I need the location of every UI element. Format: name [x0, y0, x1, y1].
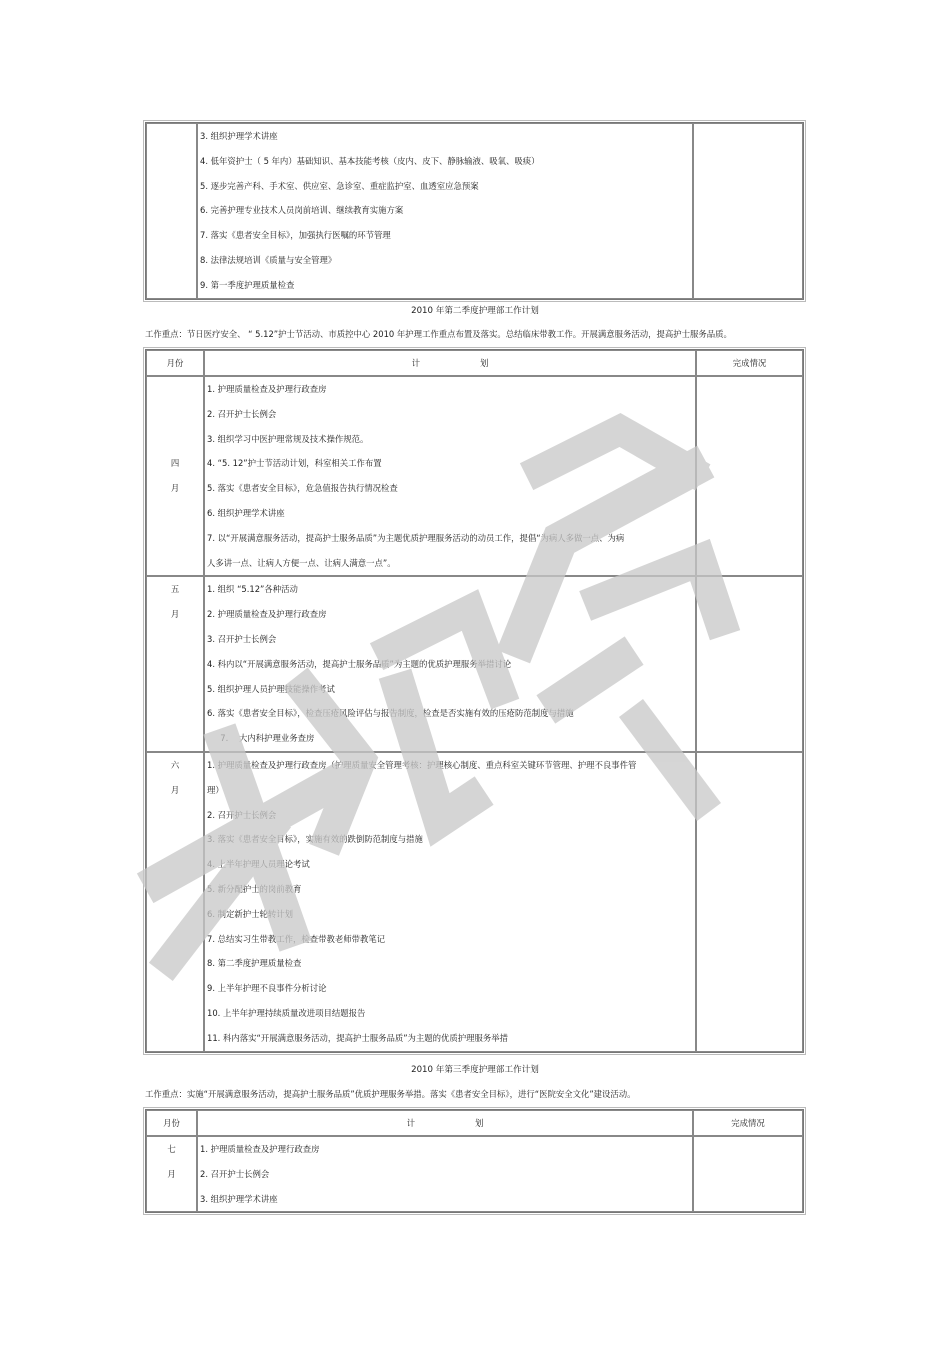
month-label: 月	[170, 482, 180, 493]
header-done: 完成情况	[693, 1110, 803, 1136]
month-label: 六	[170, 759, 180, 770]
list-item: 3. 组织学习中医护理常规及技术操作规范。	[207, 433, 369, 444]
list-item: 2. 护理质量检查及护理行政查房	[207, 609, 327, 620]
list-item: 3. 组织护理学术讲座	[200, 131, 278, 141]
list-item: 5. 组织护理人员护理技能操作考试	[207, 683, 335, 694]
list-item: 5. 逐步完善产科、手术室、供应室、急诊室、重症监护室、血透室应急预案	[200, 180, 479, 191]
list-item: 1. 护理质量检查及护理行政查房	[200, 1144, 320, 1154]
list-item: 2. 召开护士长例会	[207, 809, 277, 820]
month-label: 四	[170, 458, 180, 468]
month-label: 月	[170, 784, 180, 795]
table-row	[146, 752, 803, 1052]
list-item: 7. 总结实习生带教工作，检查带教老师带教笔记	[207, 933, 386, 944]
list-item: 4. “5. 12”护士节活动计划，科室相关工作布置	[207, 458, 382, 469]
list-item: 7. 以“开展满意服务活动，提高护士服务品质”为主题优质护理服务活动的动员工作，提倡“为病人多做一点、为病	[207, 532, 625, 543]
done-cell	[693, 123, 803, 299]
header-plan	[204, 350, 696, 376]
month-label: 月	[170, 609, 180, 620]
table-row	[146, 1136, 803, 1212]
list-item: 人多讲一点、让病人方便一点、让病人满意一点”。	[207, 557, 396, 568]
list-item: 6. 制定新护士轮转计划	[207, 908, 294, 919]
done-cell	[696, 752, 803, 1052]
list-item: 理）	[207, 784, 224, 795]
list-item: 3. 落实《患者安全目标》，实施有效的跌倒防范制度与措施	[207, 834, 423, 845]
q3-section-title: 2010 年第三季度护理部工作计划	[411, 1065, 539, 1075]
month-cell	[146, 123, 197, 299]
month-cell	[146, 1136, 197, 1212]
header-month: 月份	[146, 1110, 197, 1136]
list-item: 9. 第一季度护理质量检查	[200, 279, 295, 290]
header-plan-b: 划	[480, 357, 489, 368]
list-item: 6. 落实《患者安全目标》，检查压疮风险评估与报告制度，检查是否实施有效的压疮防范制度与措施	[207, 708, 574, 719]
list-item: 3. 组织护理学术讲座	[200, 1193, 278, 1204]
list-item: 10. 上半年护理持续质量改进项目结题报告	[207, 1007, 366, 1018]
table-row	[146, 123, 803, 299]
table-header-row	[146, 350, 803, 376]
plan-cell	[197, 123, 693, 299]
done-cell	[696, 576, 803, 752]
header-plan-a: 计	[411, 357, 420, 368]
month-label: 五	[170, 584, 180, 595]
list-item: 6. 完善护理专业技术人员岗前培训、继续教育实施方案	[200, 205, 404, 216]
q2-focus-text: 工作重点：节日医疗安全、 “ 5.12”护士节活动、市质控中心 2010 年护理工作重点布置及落实。总结临床带教工作。开展满意服务活动，提高护士服务品质。	[145, 329, 732, 339]
table-row	[146, 576, 803, 752]
month-cell	[146, 752, 204, 1052]
month-cell	[146, 376, 204, 576]
header-plan	[197, 1110, 693, 1136]
plan-cell	[197, 1136, 693, 1212]
list-item: 2. 召开护士长例会	[207, 408, 277, 419]
list-item: 1. 组织 “5.12”各种活动	[207, 584, 298, 595]
list-item: 7. 落实《患者安全目标》，加强执行医嘱的环节管理	[200, 230, 391, 241]
list-item: 9. 上半年护理不良事件分析讨论	[207, 983, 327, 994]
header-month: 月份	[146, 350, 204, 376]
header-done: 完成情况	[696, 350, 803, 376]
q2-plan-table	[145, 349, 804, 1053]
q1-plan-table	[145, 122, 804, 300]
list-item: 11. 科内落实“开展满意服务活动，提高护士服务品质”为主题的优质护理服务举措	[207, 1032, 509, 1043]
month-label: 七	[167, 1144, 176, 1154]
header-plan-b: 划	[475, 1117, 484, 1128]
list-item: 4. 科内以“开展满意服务活动，提高护士服务品质”为主题的优质护理服务举措讨论	[207, 658, 512, 669]
month-cell	[146, 576, 204, 752]
table-header-row	[146, 1110, 803, 1136]
plan-cell	[204, 376, 696, 576]
q2-section-title: 2010 年第二季度护理部工作计划	[411, 306, 539, 316]
list-item: 2. 召开护士长例会	[200, 1168, 270, 1179]
list-item: 5. 新分配护士的岗前教育	[207, 883, 302, 894]
list-item: 1. 护理质量检查及护理行政查房	[207, 384, 327, 394]
list-item: 5. 落实《患者安全目标》，危急值报告执行情况检查	[207, 483, 398, 494]
q3-focus-text: 工作重点：实施“开展满意服务活动，提高护士服务品质”优质护理服务举措。落实《患者安全目标》，进行“医院安全文化”建设活动。	[145, 1089, 636, 1099]
q3-plan-table	[145, 1109, 804, 1213]
done-cell	[693, 1136, 803, 1212]
table-row	[146, 376, 803, 576]
plan-cell	[204, 752, 696, 1052]
done-cell	[696, 376, 803, 576]
list-item: 1. 护理质量检查及护理行政查房（护理质量安全管理考核：护理核心制度、重点科室关键环节管理、护理不良事件管	[207, 759, 637, 770]
header-plan-a: 计	[406, 1117, 415, 1128]
list-item: 8. 法律法规培训《质量与安全管理》	[200, 254, 337, 265]
list-item: 6. 组织护理学术讲座	[207, 507, 285, 518]
plan-cell	[204, 576, 696, 752]
list-item: 8. 第二季度护理质量检查	[207, 958, 302, 969]
list-item: 4. 低年资护士（ 5 年内）基础知识、基本技能考核（皮内、皮下、静脉输液、吸氧、吸痰）	[200, 155, 540, 166]
list-item: 7. 大内科护理业务查房	[207, 733, 315, 744]
month-label: 月	[167, 1168, 176, 1179]
list-item: 4. 上半年护理人员理论考试	[207, 859, 310, 870]
list-item: 3. 召开护士长例会	[207, 633, 277, 644]
